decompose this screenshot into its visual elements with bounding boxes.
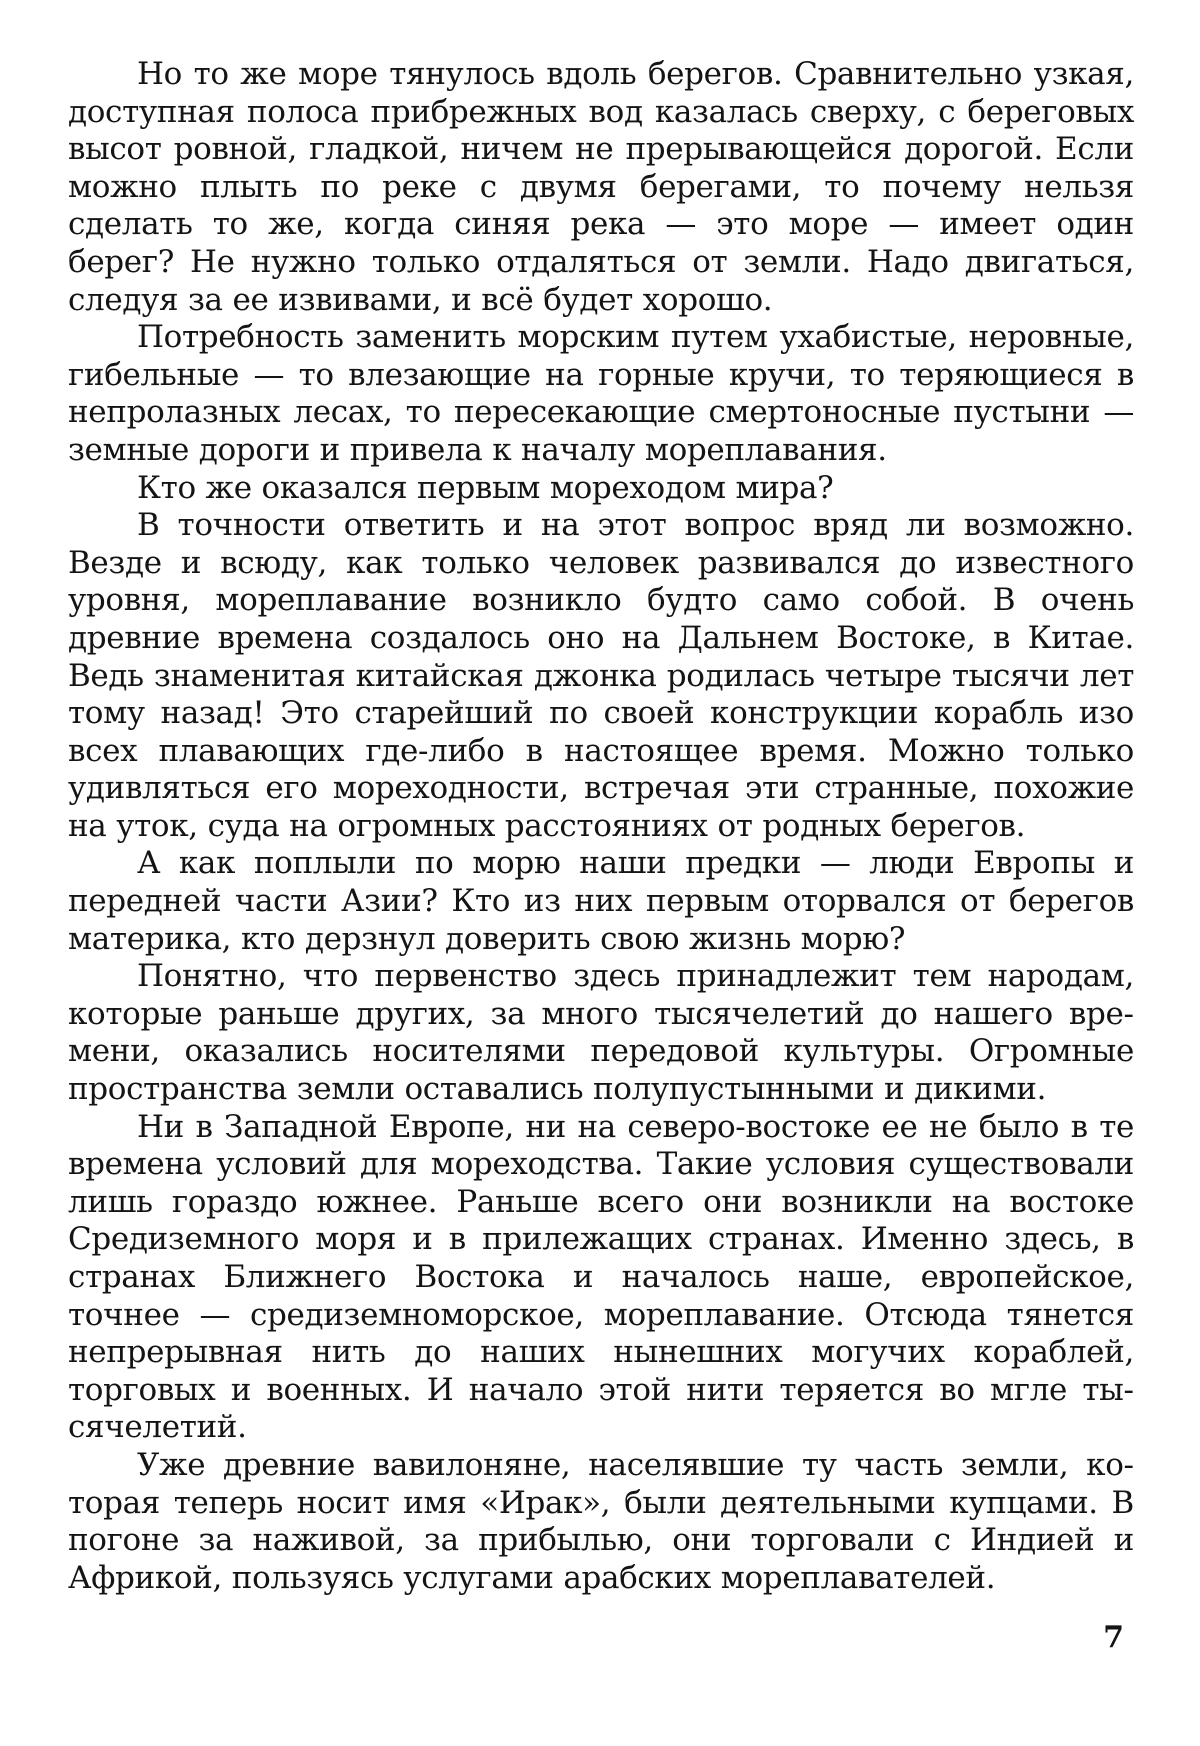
book-page [68,56,1134,1686]
paragraph-6: Понятно, что первенство здесь принадлежит тем народам, которые раньше других, за много тысячелетий до нашего времени, оказались носителями передовой культуры. Огромные пространства земли оставались полупустынными и дикими. [68,958,1134,1108]
paragraph-7: Ни в Западной Европе, ни на северо-востоке ее не было в те времена условий для мореходства. Такие условия существовали лишь гораздо южнее. Раньше всего они возникли на востоке Средиземного моря и в прилежащих странах. Именно здесь, в странах Ближнего Востока и началось наше, европейское, точнее — средиземноморское, мореплавание. Отсюда тянется непрерывная нить до наших нынешних могучих кораблей, торговых и военных. И начало этой нити теряется во мгле тысячелетий. [68,1108,1134,1446]
paragraph-1: Но то же море тянулось вдоль берегов. Сравнительно узкая, доступная полоса прибрежных вод казалась сверху, с береговых высот ровной, гладкой, ничем не прерывающейся дорогой. Если можно плыть по реке с двумя берегами, то почему нельзя сделать то же, когда синяя река — это море — имеет один берег? Не нужно только отдаляться от земли. Надо двигаться, следуя за ее извивами, и всё будет хорошо. [68,56,1134,318]
paragraph-3: Кто же оказался первым мореходом мира? [137,469,834,506]
paragraph-2: Потребность заменить морским путем ухабистые, неровные, гибельные — то влезающие на горные кручи, то теряющиеся в непролазных лесах, то пересекающие смертоносные пустыни — земные дороги и привела к началу мореплавания. [68,319,1134,468]
page-number: 7 [1103,1620,1124,1655]
paragraph-8: Уже древние вавилоняне, населявшие ту часть земли, которая теперь носит имя «Ирак», были деятельными купцами. В погоне за наживой, за прибылью, они торговали с Индией и Африкой, пользуясь услугами арабских мореплавателей. [68,1446,1134,1596]
paragraph-5: А как поплыли по морю наши предки — люди Европы и передней части Азии? Кто из них первым оторвался от берегов материка, кто дерзнул доверить свою жизнь морю? [68,845,1134,957]
paragraph-4: В точности ответить и на этот вопрос вряд ли возможно. Везде и всюду, как только человек развивался до известного уровня, мореплавание возникло будто само собой. В очень древние времена создалось оно на Дальнем Востоке, в Китае. Ведь знаменитая китайская джонка родилась четыре тысячи лет тому назад! Это старейший по своей конструкции корабль изо всех плавающих где-либо в настоящее время. Можно только удивляться его мореходности, встречая эти странные, похожие на уток, суда на огромных расстояниях от родных берегов. [68,507,1134,844]
